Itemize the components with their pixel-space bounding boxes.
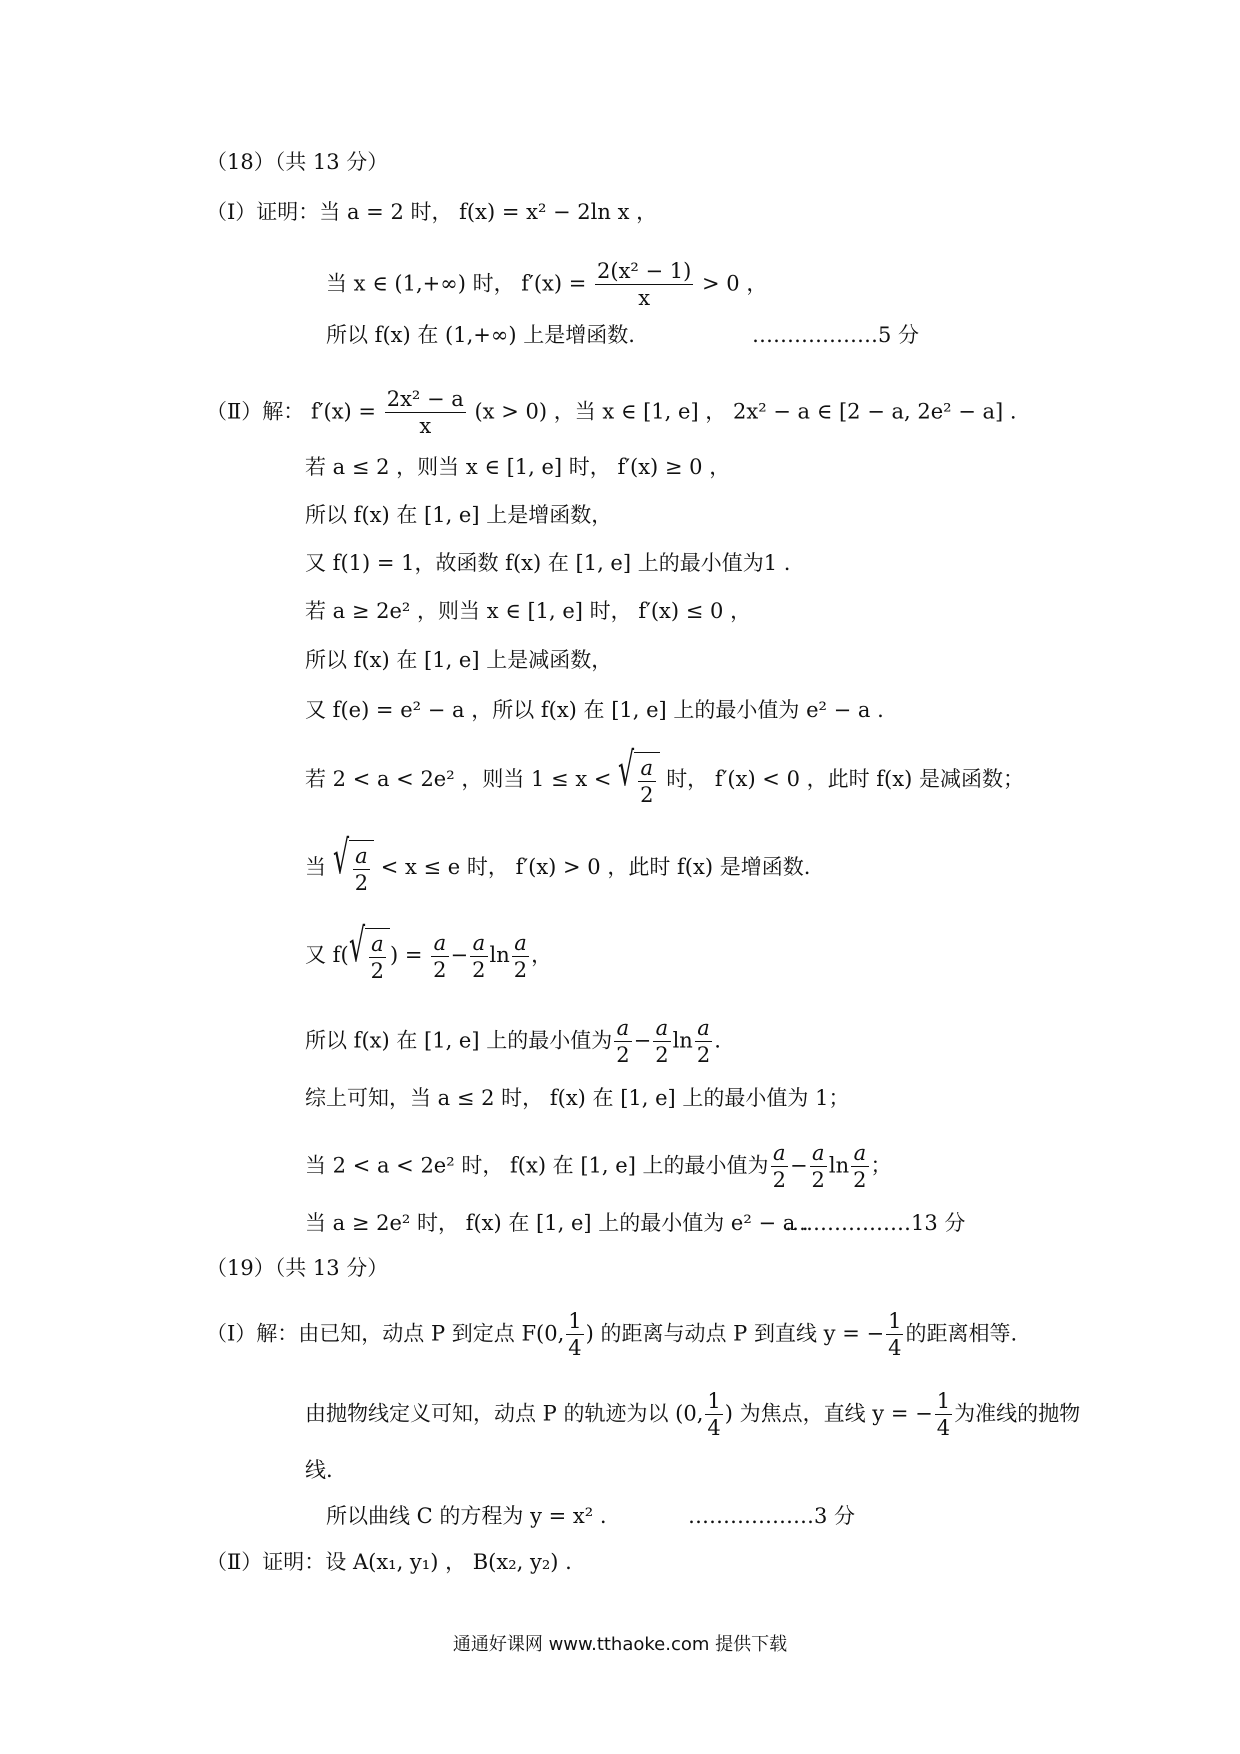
q18-case3-l2-lead: 当 bbox=[305, 854, 326, 879]
fraction-denominator: 2 bbox=[696, 1043, 711, 1068]
q18-derivative-lead: 当 x ∈ (1,+∞) 时， f′(x) = bbox=[326, 271, 587, 296]
q19-part1-l1-b: ) 的距离与动点 P 到直线 y = − bbox=[585, 1321, 885, 1346]
fraction-denominator: 4 bbox=[707, 1416, 721, 1441]
fraction-denominator: 2 bbox=[640, 783, 654, 808]
frac-a-over-2 bbox=[512, 930, 529, 984]
q19-part1-l1-a: 由已知，动点 P 到定点 F(0, bbox=[298, 1321, 565, 1346]
ln-symbol: ln bbox=[489, 942, 510, 967]
q19-part1-conclusion: 所以曲线 C 的方程为 y = x² . bbox=[326, 1504, 607, 1528]
q18-part2-line1 bbox=[206, 386, 1017, 440]
frac-a-over-2 bbox=[431, 930, 448, 984]
q18-part1-conclusion: 所以 f(x) 在 (1,+∞) 上是增函数. bbox=[326, 323, 635, 347]
frac-1-over-4 bbox=[566, 1308, 583, 1362]
fraction-numerator: 1 bbox=[935, 1388, 952, 1415]
q18-part1-line2 bbox=[326, 258, 767, 312]
q18-derivative-tail: > 0 ， bbox=[702, 271, 768, 296]
fraction-numerator: a bbox=[638, 755, 655, 782]
q19-part1-line1 bbox=[206, 1308, 1017, 1362]
q18-case3-l3-tail: ， bbox=[531, 942, 553, 967]
q18-case3-l3-lead: 又 f( bbox=[305, 942, 349, 967]
q18-derivative-fraction bbox=[595, 258, 693, 312]
q18-part2-derivative-lead: f′(x) = bbox=[310, 399, 377, 424]
q18-case3-l3-equals: ) = bbox=[390, 942, 423, 967]
fraction-numerator: a bbox=[512, 930, 529, 957]
fraction-numerator: 2x² − a bbox=[385, 386, 466, 413]
sqrt-a-over-2: √ $\frac{a}{2}$ bbox=[333, 840, 374, 897]
minus-sign: − bbox=[633, 1028, 652, 1053]
q19-part2-line1 bbox=[206, 1552, 572, 1573]
frac-1-over-4 bbox=[935, 1388, 952, 1442]
q18-case3-l4-lead: 所以 f(x) 在 [1, e] 上的最小值为 bbox=[305, 1028, 613, 1053]
frac-a-over-2 bbox=[614, 1015, 631, 1069]
fraction-numerator: 2(x² − 1) bbox=[595, 258, 693, 285]
score-3: ………………3 分 bbox=[688, 1504, 856, 1528]
fraction-denominator: x bbox=[638, 286, 651, 311]
q18-case2-line1: 若 a ≥ 2e² ，则当 x ∈ [1, e] 时， f′(x) ≤ 0 ， bbox=[305, 599, 752, 623]
sqrt-a-over-2: √ $\frac{a}{2}$ bbox=[618, 752, 659, 809]
fraction-denominator: 2 bbox=[472, 957, 486, 982]
fraction-denominator: 2 bbox=[772, 1168, 786, 1193]
q18-summary-line3 bbox=[305, 1211, 966, 1235]
q18-part2-label: （Ⅱ）解： bbox=[206, 399, 305, 424]
q18-case3-line4 bbox=[305, 1015, 721, 1069]
fraction-numerator: a bbox=[695, 1015, 712, 1042]
q18-case2-line2: 所以 f(x) 在 [1, e] 上是减函数， bbox=[305, 648, 613, 672]
q19-part1-line3: 线. bbox=[305, 1458, 333, 1482]
frac-a-over-2 bbox=[695, 1015, 712, 1069]
frac-1-over-4 bbox=[705, 1388, 722, 1442]
q19-part1-line2 bbox=[305, 1388, 1080, 1442]
q19-part1-label: （Ⅰ）解： bbox=[206, 1321, 299, 1346]
fraction-numerator: a bbox=[653, 1015, 670, 1042]
q18-case3-line3 bbox=[305, 918, 553, 985]
q19-part1-l2-a: 由抛物线定义可知，动点 P 的轨迹为以 (0, bbox=[305, 1401, 704, 1426]
minus-sign: − bbox=[789, 1153, 808, 1178]
q18-case3-l1-tail: 时， f′(x) < 0 ，此时 f(x) 是减函数； bbox=[666, 766, 1024, 791]
q19-part1-l2-b: ) 为焦点，直线 y = − bbox=[724, 1401, 933, 1426]
q18-part2-derivative-tail: (x > 0) ，当 x ∈ [1, e] ， 2x² − a ∈ [2 − a, 2e² − a] . bbox=[474, 399, 1017, 424]
q18-part1-label: （Ⅰ）证明： bbox=[206, 200, 320, 224]
fraction-numerator: a bbox=[353, 843, 370, 870]
fraction-denominator: 2 bbox=[811, 1168, 825, 1193]
q18-part1-line1 bbox=[206, 202, 657, 223]
q18-case3-l4-tail: . bbox=[714, 1028, 721, 1053]
q18-case1-line2: 所以 f(x) 在 [1, e] 上是增函数， bbox=[305, 503, 613, 527]
fraction-numerator: 1 bbox=[886, 1308, 903, 1335]
fraction-numerator: a bbox=[771, 1140, 788, 1167]
frac-a-over-2 bbox=[851, 1140, 868, 1194]
score-5: ………………5 分 bbox=[752, 323, 920, 347]
q18-case3-l2-tail: < x ≤ e 时， f′(x) > 0 ，此时 f(x) 是增函数. bbox=[380, 854, 811, 879]
fraction-numerator: 1 bbox=[566, 1308, 583, 1335]
q18-case2-line3: 又 f(e) = e² − a ，所以 f(x) 在 [1, e] 上的最小值为 e² − a . bbox=[305, 698, 884, 722]
fraction-denominator: 4 bbox=[888, 1336, 902, 1361]
frac-a-over-2 bbox=[771, 1140, 788, 1194]
q19-part2-label: （Ⅱ）证明： bbox=[206, 1550, 326, 1574]
fraction-numerator: a bbox=[470, 930, 487, 957]
fraction-numerator: 1 bbox=[705, 1388, 722, 1415]
q18-part1-text: 当 a = 2 时， f(x) = x² − 2ln x ， bbox=[319, 200, 658, 224]
q18-part1-line3 bbox=[326, 323, 920, 347]
q19-part2-text: 设 A(x₁, y₁) ， B(x₂, y₂) . bbox=[325, 1550, 572, 1574]
q18-summary-line2 bbox=[305, 1140, 892, 1194]
frac-1-over-4 bbox=[886, 1308, 903, 1362]
q19-part1-l1-c: 的距离相等. bbox=[905, 1321, 1018, 1346]
fraction-numerator: a bbox=[810, 1140, 827, 1167]
fraction-denominator: 4 bbox=[936, 1416, 951, 1441]
q18-case3-line2 bbox=[305, 830, 811, 897]
frac-a-over-2 bbox=[470, 930, 487, 984]
fraction-numerator: a bbox=[431, 930, 448, 957]
q18-case3-line1 bbox=[305, 742, 1024, 809]
q18-case3-l1-lead: 若 2 < a < 2e² ，则当 1 ≤ x < bbox=[305, 766, 612, 791]
ln-symbol: ln bbox=[672, 1028, 693, 1053]
fraction-denominator: 2 bbox=[655, 1043, 669, 1068]
fraction-numerator: a bbox=[369, 931, 386, 958]
q18-case1-line1: 若 a ≤ 2 ，则当 x ∈ [1, e] 时， f′(x) ≥ 0 ， bbox=[305, 455, 731, 479]
fraction-denominator: x bbox=[419, 414, 432, 439]
q18-summary-l2-lead: 当 2 < a < 2e² 时， f(x) 在 [1, e] 上的最小值为 bbox=[305, 1153, 769, 1178]
fraction-denominator: 4 bbox=[568, 1336, 582, 1361]
q19-part1-l2-c: 为准线的抛物 bbox=[954, 1401, 1081, 1426]
q18-summary-l3-text: 当 a ≥ 2e² 时， f(x) 在 [1, e] 上的最小值为 e² − a . bbox=[305, 1211, 809, 1235]
score-13: ………………13 分 bbox=[785, 1211, 966, 1235]
frac-a-over-2 bbox=[810, 1140, 827, 1194]
sqrt-a-over-2: √ $\frac{a}{2}$ bbox=[349, 928, 390, 985]
fraction-denominator: 2 bbox=[616, 1043, 630, 1068]
page-footer: 通通好课网 www.tthaoke.com 提供下载 bbox=[452, 1634, 788, 1655]
fraction-denominator: 2 bbox=[354, 871, 369, 896]
fraction-denominator: 2 bbox=[513, 957, 528, 982]
q19-part1-line4 bbox=[326, 1504, 856, 1528]
q18-part2-derivative-fraction bbox=[385, 386, 466, 440]
ln-symbol: ln bbox=[828, 1153, 850, 1178]
minus-sign: − bbox=[450, 942, 469, 967]
fraction-denominator: 2 bbox=[433, 957, 447, 982]
fraction-denominator: 2 bbox=[853, 1168, 867, 1193]
q19-header: （19）（共 13 分） bbox=[206, 1256, 389, 1280]
q18-summary-line1: 综上可知，当 a ≤ 2 时， f(x) 在 [1, e] 上的最小值为 1； bbox=[305, 1086, 850, 1110]
q18-summary-l2-tail: ； bbox=[870, 1153, 892, 1178]
fraction-numerator: a bbox=[851, 1140, 868, 1167]
q18-header: （18）（共 13 分） bbox=[206, 150, 389, 174]
fraction-denominator: 2 bbox=[370, 959, 385, 984]
frac-a-over-2 bbox=[653, 1015, 670, 1069]
q18-case1-line3: 又 f(1) = 1，故函数 f(x) 在 [1, e] 上的最小值为1 . bbox=[305, 551, 791, 575]
fraction-numerator: a bbox=[614, 1015, 631, 1042]
